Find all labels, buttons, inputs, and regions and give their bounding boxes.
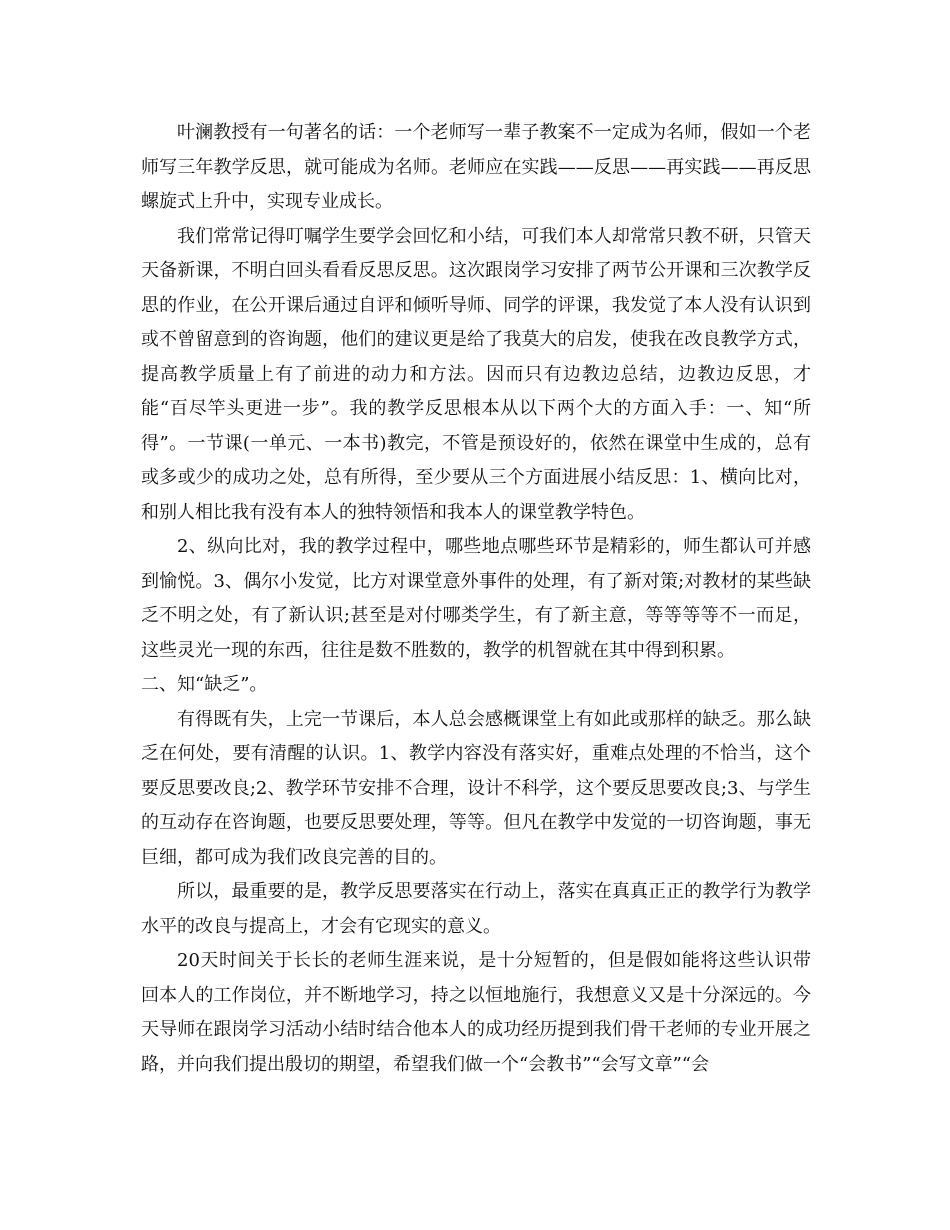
paragraph-reflection-habits: 我们常常记得叮嘱学生要学会回忆和小结，可我们本人却常常只教不研，只管天天备新课，不明白回头看看反思反思。这次跟岗学习安排了两节公开课和三次教学反思的作业，在公开课后通过自评和倾听导师、同学的评课，我发觉了本人没有认识到或不曾留意到的咨询题，他们的建议更是给了我莫大的启发，使我在改良教学方式，提高教学质量上有了前进的动力和方法。因而只有边教边总结，边教边反思，才能“百尽竿头更进一步”。我的教学反思根本从以下两个大的方面入手：一、知“所得”。一节课(一单元、一本书)教完，不管是预设好的，依然在课堂中生成的，总有或多或少的成功之处，总有所得，至少要从三个方面进展小结反思：1、横向比对，和别人相比我有没有本人的独特领悟和我本人的课堂教学特色。	[141, 225, 811, 523]
paragraph-action: 所以，最重要的是，教学反思要落实在行动上，落实在真真正正的教学行为教学水平的改良与提高上，才会有它现实的意义。	[141, 881, 811, 937]
section-heading-shortcomings: 二、知“缺乏”。	[141, 674, 268, 695]
document-body	[141, 116, 811, 1082]
paragraph-shortcomings: 有得既有失，上完一节课后，本人总会感概课堂上有如此或那样的缺乏。那么缺乏在何处，要有清醒的认识。1、教学内容没有落实好，重难点处理的不恰当，这个要反思要改良;2、教学环节安排不合理，设计不科学，这个要反思要改良;3、与学生的互动存在咨询题，也要反思要处理，等等。但凡在教学中发觉的一切咨询题，事无巨细，都可成为我们改良完善的目的。	[141, 708, 811, 868]
paragraph-vertical-comparison: 2、纵向比对，我的教学过程中，哪些地点哪些环节是精彩的，师生都认可并感到愉悦。3、偶尔小发觉，比方对课堂意外事件的处理，有了新对策;对教材的某些缺乏不明之处，有了新认识;甚至是对付哪类学生，有了新主意，等等等等不一而足，这些灵光一现的东西，往往是数不胜数的，教学的机智就在其中得到积累。	[141, 536, 811, 661]
paragraph-intro-quote: 叶澜教授有一句著名的话：一个老师写一辈子教案不一定成为名师，假如一个老师写三年教学反思，就可能成为名师。老师应在实践——反思——再实践——再反思螺旋式上升中，实现专业成长。	[141, 122, 811, 212]
paragraph-twenty-days: 20天时间关于长长的老师生涯来说，是十分短暂的，但是假如能将这些认识带回本人的工作岗位，并不断地学习，持之以恒地施行，我想意义又是十分深远的。今天导师在跟岗学习活动小结时结合他本人的成功经历提到我们骨干老师的专业开展之路，并向我们提出殷切的期望，希望我们做一个“会教书”“会写文章”“会	[141, 950, 811, 1075]
